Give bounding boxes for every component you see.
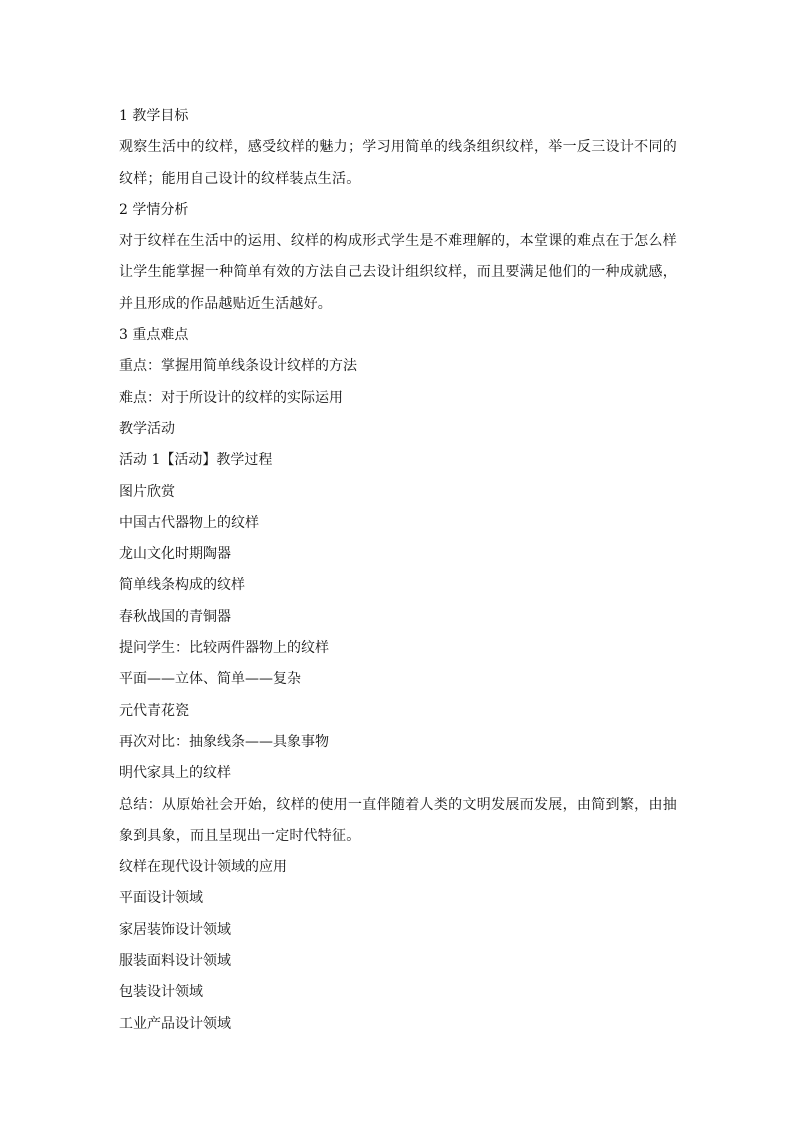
- student-analysis-text: 对于纹样在生活中的运用、纹样的构成形式学生是不难理解的，本堂课的难点在于怎么样让学生能掌握一种简单有效的方法自己去设计组织纹样，而且要满足他们的一种成就感，并且形成的作品越贴近生活越好。: [119, 233, 677, 312]
- difficult-point-text: 难点：对于所设计的纹样的实际运用: [119, 389, 343, 406]
- activity-item: 龙山文化时期陶器: [119, 546, 231, 563]
- activity-item: 明代家具上的纹样: [119, 765, 231, 782]
- activity-title: 活动 1【活动】教学过程: [119, 452, 273, 469]
- summary-text: 总结：从原始社会开始，纹样的使用一直伴随着人类的文明发展而发展，由简到繁，由抽象到具象，而且呈现出一定时代特征。: [119, 796, 677, 844]
- design-field-item: 服装面料设计领域: [119, 953, 231, 970]
- design-field-item: 工业产品设计领域: [119, 1015, 231, 1032]
- activity-item: 平面——立体、简单——复杂: [119, 671, 301, 688]
- design-field-item: 平面设计领域: [119, 890, 203, 907]
- design-field-item: 包装设计领域: [119, 984, 203, 1001]
- teaching-goals-text: 观察生活中的纹样，感受纹样的魅力；学习用简单的线条组织纹样，举一反三设计不同的纹样；能用自己设计的纹样装点生活。: [119, 139, 677, 187]
- design-field-item: 家居装饰设计领域: [119, 921, 231, 938]
- document-content: [119, 101, 677, 1040]
- section-heading-student-analysis: 2 学情分析: [119, 201, 189, 218]
- activity-item: 春秋战国的青铜器: [119, 608, 231, 625]
- activity-item: 图片欣赏: [119, 483, 175, 500]
- section-heading-key-difficult-points: 3 重点难点: [119, 327, 189, 344]
- teaching-activities-heading: 教学活动: [119, 420, 175, 437]
- activity-item: 再次对比：抽象线条——具象事物: [119, 733, 329, 750]
- activity-item: 元代青花瓷: [119, 702, 189, 719]
- key-point-text: 重点：掌握用简单线条设计纹样的方法: [119, 358, 357, 375]
- section-heading-teaching-goals: 1 教学目标: [119, 108, 189, 124]
- activity-item: 简单线条构成的纹样: [119, 577, 245, 594]
- modern-application-heading: 纹样在现代设计领域的应用: [119, 859, 287, 876]
- activity-item: 提问学生：比较两件器物上的纹样: [119, 640, 329, 657]
- activity-item: 中国古代器物上的纹样: [119, 514, 259, 531]
